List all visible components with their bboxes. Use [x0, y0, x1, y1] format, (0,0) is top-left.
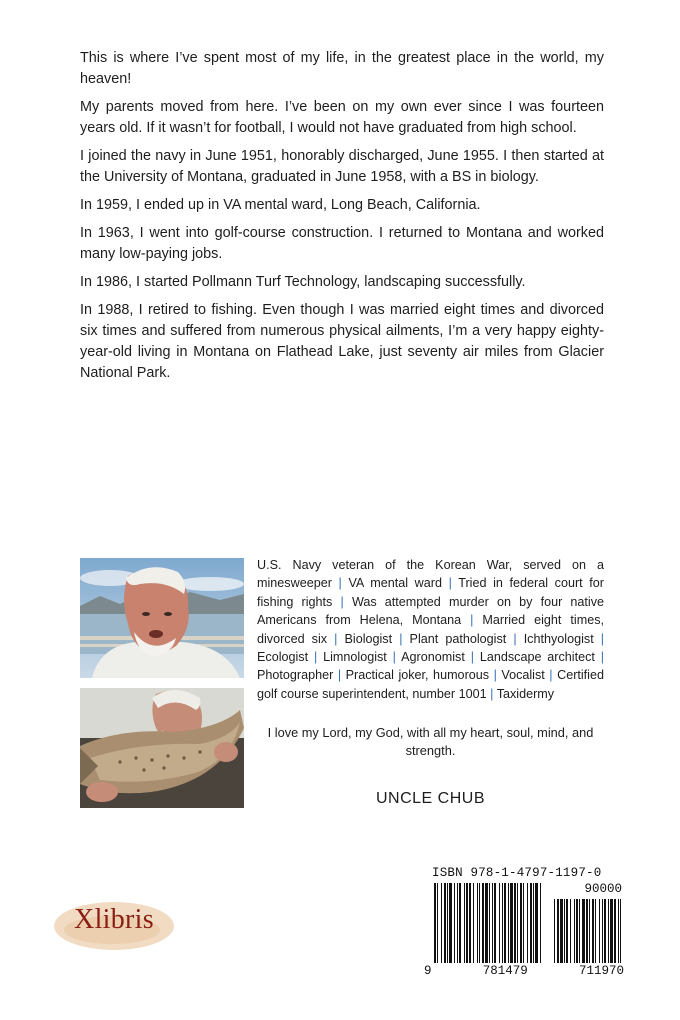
bio-item: Agronomist	[401, 650, 465, 665]
bio-item: Tried in federal court for fishing rights	[257, 576, 604, 609]
faith-statement: I love my Lord, my God, with all my heart, soul, mind, and strength.	[267, 725, 594, 759]
bio-item: Ecologist	[257, 650, 309, 665]
author-photo-portrait	[80, 558, 244, 678]
bio-separator: |	[399, 631, 403, 646]
bio-separator: |	[313, 650, 318, 665]
paragraph: I joined the navy in June 1951, honorably discharged, June 1955. I then started at the University of Montana, graduated in June 1958, with a BS in biology.	[80, 148, 604, 185]
paragraph: This is where I’ve spent most of my life, in the greatest place in the world, my heaven!	[80, 50, 604, 87]
ean-digits	[424, 964, 624, 978]
bio-item: U.S. Navy veteran of the Korean War, served on a minesweeper	[257, 558, 604, 591]
bio-item: Taxidermy	[496, 686, 555, 701]
bio-separator: |	[513, 631, 517, 646]
bio-item: Limnologist	[323, 650, 387, 665]
bio-separator: |	[600, 650, 605, 665]
bio-item: Photographer	[257, 668, 334, 683]
bio-item: Vocalist	[501, 668, 545, 683]
isbn-label: ISBN 978-1-4797-1197-0	[432, 866, 602, 880]
bio-item: Married eight times, divorced six	[257, 613, 605, 646]
bio-separator: |	[340, 594, 344, 609]
bio-separator: |	[392, 650, 396, 665]
bio-separator: |	[448, 576, 452, 591]
ean-left-group: 781479	[482, 964, 528, 978]
bio-item: Certified golf course superintendent, number 1001	[257, 668, 604, 701]
back-cover-body	[80, 48, 604, 391]
bio-item: Biologist	[344, 631, 393, 646]
author-name: UNCLE CHUB	[375, 790, 485, 807]
ean-right-group: 711970	[578, 964, 624, 978]
bio-item: Was attempted murder on by four native Americans from Helena, Montana	[257, 594, 605, 628]
bio-item: Landscape architect	[479, 650, 595, 665]
bio-separator: |	[338, 576, 342, 591]
author-photo-fishing	[80, 688, 244, 808]
ean-first-digit: 9	[424, 964, 432, 978]
barcode-graphic	[432, 883, 624, 965]
bio-separator: |	[549, 668, 553, 683]
paragraph: My parents moved from here. I’ve been on my own ever since I was fourteen years old. If it wasn’t for football, I would not have graduated from high school.	[80, 99, 604, 136]
publisher-logo	[52, 894, 176, 958]
bio-separator: |	[334, 631, 338, 646]
bio-item: Plant pathologist	[409, 631, 507, 646]
bio-item: VA mental ward	[348, 576, 442, 591]
bio-separator: |	[470, 613, 474, 628]
paragraph: In 1986, I started Pollmann Turf Technology, landscaping successfully.	[80, 274, 526, 290]
bio-separator: |	[600, 631, 605, 646]
paragraph: In 1959, I ended up in VA mental ward, Long Beach, California.	[80, 197, 481, 213]
publisher-logo-text: Xlibris	[74, 904, 154, 935]
author-bio-list	[257, 556, 604, 703]
paragraph: In 1963, I went into golf-course construction. I returned to Montana and worked many low-paying jobs.	[80, 225, 604, 262]
bio-separator: |	[490, 686, 494, 701]
price-code: 90000	[584, 882, 622, 896]
isbn-barcode	[424, 866, 624, 984]
bio-item: Ichthyologist	[523, 631, 594, 646]
paragraph: In 1988, I retired to fishing. Even though I was married eight times and divorced six times and suffered from numerous physical ailments, I’m a very happy eighty-year-old living in Montana on Flathead Lake, just seventy air miles from Glacier National Park.	[80, 302, 604, 381]
bio-separator: |	[470, 650, 474, 665]
bio-separator: |	[493, 668, 497, 683]
bio-item: Practical joker, humorous	[345, 668, 490, 683]
bio-separator: |	[337, 668, 342, 683]
